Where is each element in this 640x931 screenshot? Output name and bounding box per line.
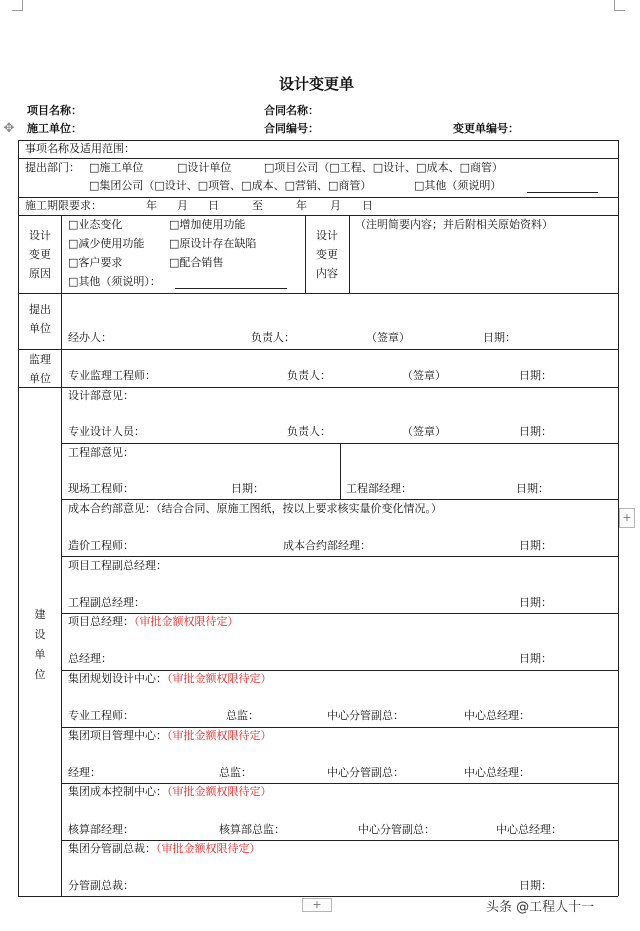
dept-option-construction[interactable]: □施工单位	[89, 161, 144, 174]
proposer-label: 提出单位	[29, 303, 51, 335]
planning-center-vp: 中心分管副总：	[327, 709, 404, 722]
supervisor-sign: （签章）	[402, 369, 446, 382]
table-border	[61, 727, 618, 728]
planning-center-title: 集团规划设计中心：	[68, 672, 167, 685]
proposer-handler: 经办人：	[68, 331, 112, 344]
cost-dept-opinion: 成本合约部意见：（结合合同、原施工图纸，按以上要求核实量价变化情况。）	[68, 502, 442, 515]
pm-center-gm: 中心总经理：	[464, 766, 530, 779]
reason-option-reduce-function[interactable]: □减少使用功能	[68, 237, 145, 250]
pm-center-label	[68, 729, 272, 743]
content-note: （注明简要内容；并后附相关原始资料）	[355, 218, 553, 231]
page-corner-mark-top-left	[12, 0, 23, 11]
table-border	[18, 215, 618, 216]
add-column-button[interactable]: +	[619, 508, 635, 528]
supervisor-label: 监理单位	[29, 353, 51, 385]
cost-dept-manager: 成本合约部经理：	[283, 539, 371, 552]
eng-dept-opinion: 工程部意见：	[68, 446, 134, 459]
pm-center-title: 集团项目管理中心：	[68, 729, 167, 742]
table-border	[61, 215, 62, 896]
change-no-label: 变更单编号：	[453, 122, 519, 135]
contract-name-label: 合同名称：	[264, 104, 319, 117]
group-vp-date: 日期：	[519, 879, 552, 892]
planning-center-pending: （审批金额权限待定）	[167, 672, 272, 685]
period-day-start: 日	[208, 199, 219, 212]
table-border	[61, 613, 618, 614]
scope-label: 事项名称及适用范围：	[25, 142, 135, 155]
planning-center-director: 总监：	[226, 709, 259, 722]
period-label: 施工期限要求：	[25, 199, 102, 212]
design-dept-sign: （签章）	[402, 425, 446, 438]
add-row-button[interactable]: +	[302, 898, 332, 912]
cost-center-vp: 中心分管副总：	[358, 823, 435, 836]
project-name-label: 项目名称：	[27, 104, 82, 117]
design-dept-leader: 负责人：	[287, 425, 331, 438]
project-gm-title: 项目总经理：	[68, 615, 134, 628]
deputy-gm-label: 项目工程副总经理：	[68, 559, 167, 572]
pm-center-director: 总监：	[219, 766, 252, 779]
table-border	[18, 158, 618, 159]
dept-option-other[interactable]: □其他（须说明）	[414, 179, 502, 192]
cost-center-accounting-manager: 核算部经理：	[68, 823, 134, 836]
project-gm-label	[68, 615, 239, 629]
group-vp-sign: 分管副总裁：	[68, 879, 134, 892]
planning-center-label	[68, 672, 272, 686]
page-corner-mark-top-right	[614, 0, 625, 11]
period-year-end: 年	[296, 199, 307, 212]
cost-dept-date: 日期：	[519, 539, 552, 552]
eng-dept-site-engineer: 现场工程师：	[68, 482, 134, 495]
deputy-gm-date: 日期：	[519, 596, 552, 609]
proposer-sign: （签章）	[366, 331, 410, 344]
reason-option-format[interactable]: □业态变化	[68, 218, 123, 231]
period-year-start: 年	[146, 199, 157, 212]
cost-center-title: 集团成本控制中心：	[68, 785, 167, 798]
dept-option-group[interactable]: □集团公司（□设计、□项管、□成本、□营销、□商管）	[89, 179, 372, 192]
reason-other-blank[interactable]	[175, 277, 287, 289]
table-border	[18, 349, 618, 350]
period-month-end: 月	[330, 199, 341, 212]
eng-dept-date-left: 日期：	[231, 482, 264, 495]
table-border	[61, 499, 618, 500]
design-dept-opinion: 设计部意见：	[68, 389, 134, 402]
reason-label: 设计变更原因	[29, 229, 51, 280]
pm-center-pending: （审批金额权限待定）	[167, 729, 272, 742]
table-border	[18, 896, 618, 897]
dept-option-design[interactable]: □设计单位	[177, 161, 232, 174]
group-vp-label	[68, 842, 261, 856]
period-to: 至	[252, 199, 263, 212]
project-gm-date: 日期：	[519, 652, 552, 665]
supervisor-engineer: 专业监理工程师：	[68, 369, 156, 382]
project-gm-pending: （审批金额权限待定）	[134, 615, 239, 628]
proposer-date: 日期：	[483, 331, 516, 344]
table-border	[61, 840, 618, 841]
design-dept-person: 专业设计人员：	[68, 425, 145, 438]
eng-dept-date-right: 日期：	[516, 482, 549, 495]
planning-center-gm: 中心总经理：	[464, 709, 530, 722]
reason-option-other[interactable]: □其他（须说明）：	[68, 275, 161, 288]
cost-center-pending: （审批金额权限待定）	[167, 785, 272, 798]
supervisor-leader: 负责人：	[287, 369, 331, 382]
reason-option-sales[interactable]: □配合销售	[169, 256, 224, 269]
contract-no-label: 合同编号：	[264, 122, 319, 135]
table-border	[18, 387, 618, 388]
table-border	[18, 293, 618, 294]
watermark: 头条 @工程人十一	[486, 900, 595, 915]
period-month-start: 月	[177, 199, 188, 212]
eng-dept-manager: 工程部经理：	[346, 482, 412, 495]
table-border	[61, 556, 618, 557]
table-border	[18, 140, 618, 141]
group-vp-pending: （审批金额权限待定）	[156, 842, 261, 855]
table-move-handle-icon[interactable]: ✥	[3, 121, 15, 136]
period-day-end: 日	[362, 199, 373, 212]
table-border	[61, 670, 618, 671]
reason-option-customer[interactable]: □客户要求	[68, 256, 123, 269]
pm-center-manager: 经理：	[68, 766, 101, 779]
content-label: 设计变更内容	[316, 229, 338, 280]
table-border	[349, 215, 350, 293]
proposer-leader: 负责人：	[251, 331, 295, 344]
supervisor-date: 日期：	[519, 369, 552, 382]
cost-dept-engineer: 造价工程师：	[68, 539, 134, 552]
table-border	[18, 197, 618, 198]
document-title: 设计变更单	[279, 75, 355, 93]
dept-option-project-company[interactable]: □项目公司（□工程、□设计、□成本、□商管）	[264, 161, 503, 174]
construction-unit-label: 施工单位：	[27, 122, 82, 135]
cost-center-label	[68, 785, 272, 799]
deputy-gm-sign: 工程副总经理：	[68, 596, 145, 609]
planning-center-engineer: 专业工程师：	[68, 709, 134, 722]
table-border	[340, 443, 341, 499]
reason-option-design-defect[interactable]: □原设计存在缺陷	[169, 237, 257, 250]
cost-center-gm: 中心总经理：	[496, 823, 562, 836]
table-border	[61, 783, 618, 784]
dept-other-blank[interactable]	[527, 181, 598, 193]
design-dept-date: 日期：	[519, 425, 552, 438]
project-gm-sign: 总经理：	[68, 652, 112, 665]
group-vp-title: 集团分管副总裁：	[68, 842, 156, 855]
reason-option-add-function[interactable]: □增加使用功能	[169, 218, 246, 231]
table-border	[305, 215, 306, 293]
table-border	[18, 140, 19, 896]
cost-center-accounting-director: 核算部总监：	[219, 823, 285, 836]
pm-center-vp: 中心分管副总：	[327, 766, 404, 779]
builder-label: 建设单位	[34, 608, 46, 681]
dept-label: 提出部门：	[25, 161, 80, 174]
